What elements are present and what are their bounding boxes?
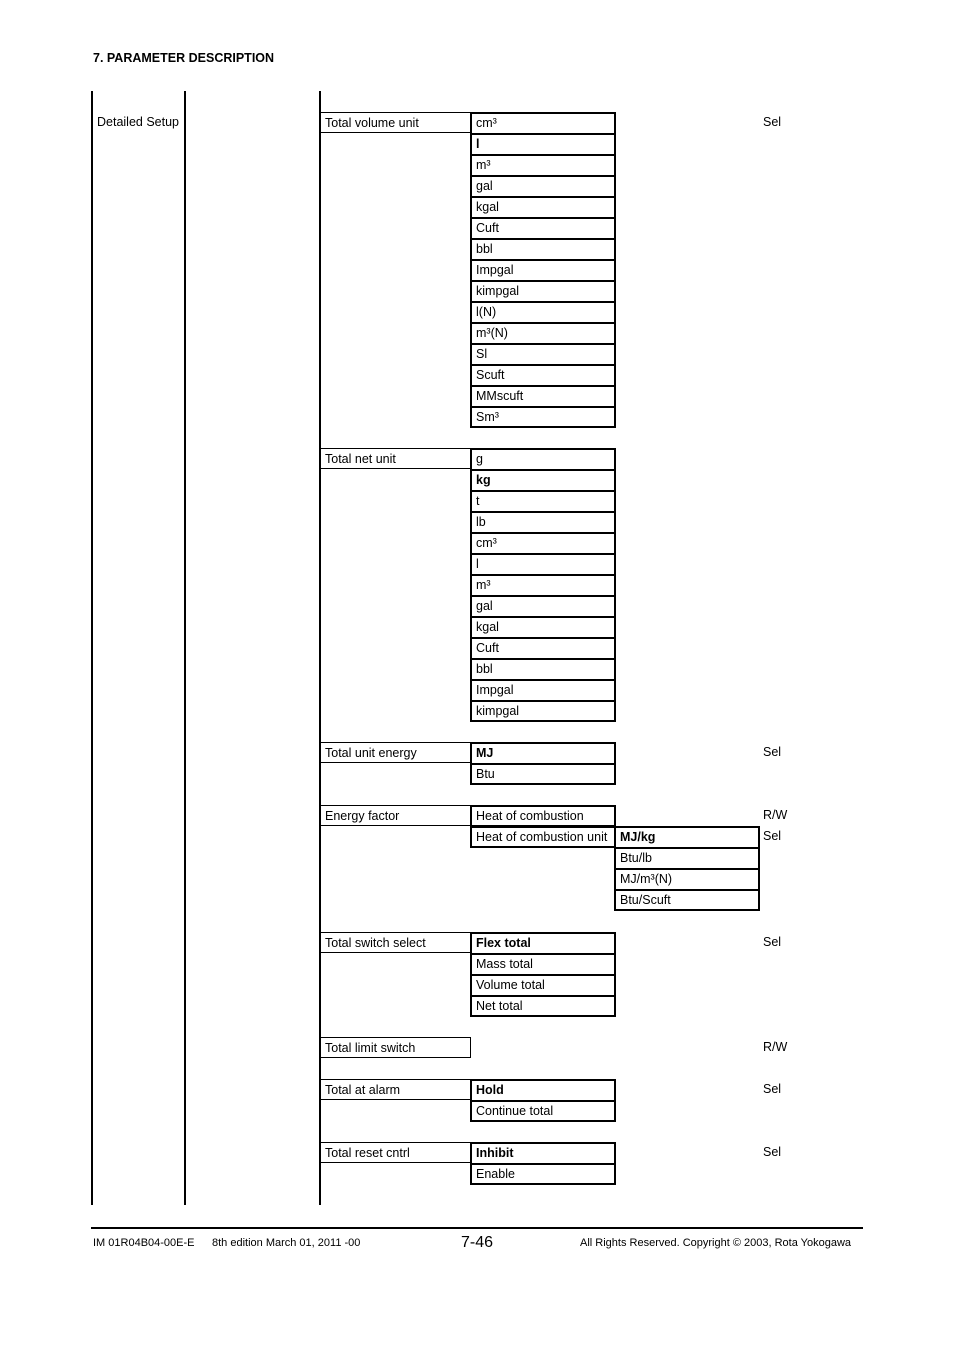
- access-type: Sel: [763, 935, 782, 949]
- option-item[interactable]: t: [470, 490, 616, 511]
- option-item[interactable]: l: [470, 133, 616, 154]
- option-item[interactable]: gal: [470, 595, 616, 616]
- option-item[interactable]: Flex total: [470, 932, 616, 953]
- option-item[interactable]: MJ: [470, 742, 616, 763]
- option-item[interactable]: Sl: [470, 343, 616, 364]
- option-item[interactable]: kgal: [470, 616, 616, 637]
- option-item[interactable]: m³: [470, 574, 616, 595]
- access-type: Sel: [763, 115, 782, 129]
- option-item[interactable]: m³: [470, 154, 616, 175]
- edition: 8th edition March 01, 2011 -00: [212, 1237, 361, 1249]
- access-type: Sel: [763, 1082, 782, 1096]
- option-item[interactable]: Scuft: [470, 364, 616, 385]
- param-label: Total limit switch: [321, 1037, 471, 1058]
- option-item[interactable]: cm³: [470, 532, 616, 553]
- option-item[interactable]: g: [470, 448, 616, 469]
- tree-line-level1: [91, 91, 93, 1205]
- option-item[interactable]: l: [470, 553, 616, 574]
- param-label: Total net unit: [321, 448, 471, 469]
- param-label: Total switch select: [321, 932, 471, 953]
- param-label: Total unit energy: [321, 742, 471, 763]
- tree-line-level2: [184, 91, 186, 1205]
- option-item[interactable]: bbl: [470, 238, 616, 259]
- option-item[interactable]: l(N): [470, 301, 616, 322]
- section-header: 7. PARAMETER DESCRIPTION: [93, 51, 275, 65]
- access-type: R/W: [763, 808, 788, 822]
- param-label: Total volume unit: [321, 112, 471, 133]
- option-item[interactable]: Mass total: [470, 953, 616, 974]
- option-item[interactable]: Impgal: [470, 679, 616, 700]
- option-item[interactable]: kimpgal: [470, 280, 616, 301]
- sub-access-type: Sel: [763, 829, 782, 843]
- option-item[interactable]: kimpgal: [470, 700, 616, 722]
- param-label: Total reset cntrl: [321, 1142, 471, 1163]
- sub-option-item[interactable]: Btu/lb: [614, 847, 760, 868]
- doc-id: IM 01R04B04-00E-E: [93, 1237, 195, 1249]
- menu-label: Detailed Setup: [97, 115, 180, 129]
- option-item[interactable]: m³(N): [470, 322, 616, 343]
- option-item[interactable]: Volume total: [470, 974, 616, 995]
- access-type: R/W: [763, 1040, 788, 1054]
- option-item[interactable]: lb: [470, 511, 616, 532]
- option-item[interactable]: kg: [470, 469, 616, 490]
- option-item[interactable]: Hold: [470, 1079, 616, 1100]
- option-item[interactable]: Continue total: [470, 1100, 616, 1122]
- access-type: Sel: [763, 745, 782, 759]
- access-type: Sel: [763, 1145, 782, 1159]
- option-item[interactable]: Heat of combustion: [470, 805, 616, 827]
- copyright: All Rights Reserved. Copyright © 2003, Rota Yokogawa: [580, 1237, 852, 1249]
- option-item[interactable]: Inhibit: [470, 1142, 616, 1163]
- option-item[interactable]: Cuft: [470, 217, 616, 238]
- option-item[interactable]: Impgal: [470, 259, 616, 280]
- sub-option-item[interactable]: Btu/Scuft: [614, 889, 760, 911]
- option-item[interactable]: kgal: [470, 196, 616, 217]
- sub-option-item[interactable]: MJ/m³(N): [614, 868, 760, 889]
- sub-param-label: Heat of combustion unit: [470, 826, 616, 848]
- footer-rule: [91, 1227, 863, 1229]
- option-item[interactable]: gal: [470, 175, 616, 196]
- option-item[interactable]: cm³: [470, 112, 616, 133]
- page-number: 7-46: [461, 1234, 494, 1251]
- option-item[interactable]: bbl: [470, 658, 616, 679]
- param-label: Energy factor: [321, 805, 471, 826]
- option-item[interactable]: Cuft: [470, 637, 616, 658]
- option-item[interactable]: Sm³: [470, 406, 616, 428]
- option-item[interactable]: Enable: [470, 1163, 616, 1185]
- option-item[interactable]: Btu: [470, 763, 616, 785]
- param-label: Total at alarm: [321, 1079, 471, 1100]
- sub-option-item[interactable]: MJ/kg: [614, 826, 760, 847]
- option-item[interactable]: MMscuft: [470, 385, 616, 406]
- option-item[interactable]: Net total: [470, 995, 616, 1017]
